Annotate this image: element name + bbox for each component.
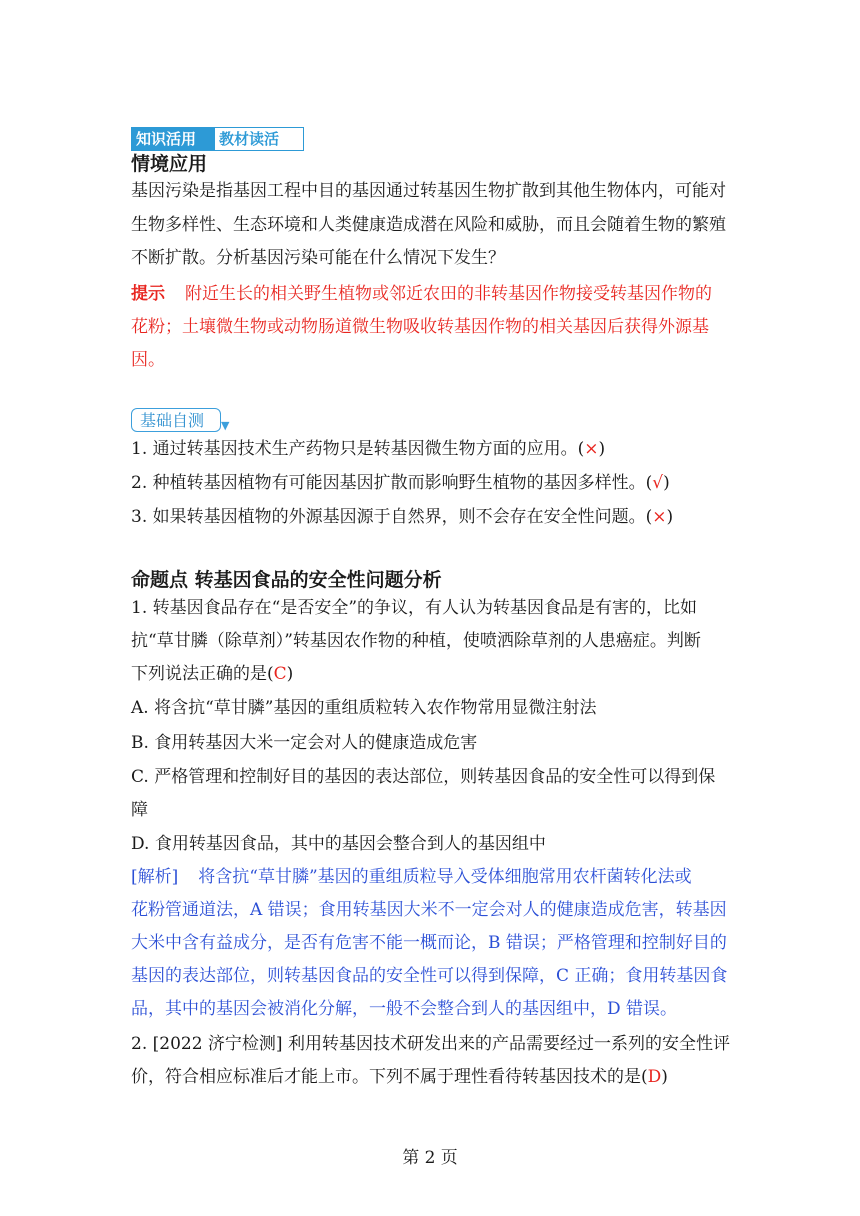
analysis-line: 花粉管通道法，A 错误；食用转基因大米不一定会对人的健康造成危害，转基因: [131, 900, 727, 920]
self-test-item: [131, 438, 605, 460]
option-c: C. 严格管理和控制好目的基因的表达部位，则转基因食品的安全性可以得到保: [131, 767, 716, 787]
self-test-answer: ×: [652, 507, 667, 527]
analysis-line: [131, 866, 692, 888]
analysis-line: 大米中含有益成分，是否有危害不能一概而论，B 错误；严格管理和控制好目的: [131, 933, 727, 953]
analysis-line: 基因的表达部位，则转基因食品的安全性可以得到保障，C 正确；食用转基因食: [131, 966, 728, 986]
analysis-text: 将含抗“草甘膦”基因的重组质粒导入受体细胞常用农杆菌转化法或: [198, 867, 692, 887]
question-line: [131, 1066, 668, 1088]
option-c-cont: 障: [131, 800, 148, 820]
analysis-label: [解析]: [131, 867, 179, 887]
chevron-down-icon: ▼: [221, 419, 230, 432]
situation-title: 情境应用: [131, 153, 208, 175]
hint-text: 附近生长的相关野生植物或邻近农田的非转基因作物接受转基因作物的: [185, 284, 712, 304]
self-test-badge: 基础自测: [131, 408, 221, 432]
self-test-question: 2. 种植转基因植物有可能因基因扩散而影响野生植物的基因多样性。(: [131, 473, 653, 493]
topic-title: 命题点 转基因食品的安全性问题分析: [131, 569, 442, 591]
hint-line: 因。: [131, 350, 165, 370]
hint-label: 提示: [131, 284, 165, 304]
self-test-answer: ×: [584, 439, 599, 459]
textbook-badge: 教材读活: [214, 127, 304, 151]
question-line: 2. [2022 济宁检测] 利用转基因技术研发出来的产品需要经过一系列的安全性评: [131, 1034, 730, 1054]
self-test-close: ): [598, 439, 606, 459]
question-line: 抗“草甘膦（除草剂）”转基因农作物的种植，使喷洒除草剂的人患癌症。判断: [131, 631, 701, 651]
question-close: ): [286, 664, 294, 684]
situation-line: 不断扩散。分析基因污染可能在什么情况下发生？: [131, 248, 505, 268]
self-test-question: 1. 通过转基因技术生产药物只是转基因微生物方面的应用。(: [131, 439, 585, 459]
option-a: A. 将含抗“草甘膦”基因的重组质粒转入农作物常用显微注射法: [131, 698, 597, 718]
page-number: 第 2 页: [402, 1148, 458, 1168]
question-close: ): [661, 1067, 668, 1087]
knowledge-badge: 知识活用: [131, 127, 221, 151]
self-test-close: ): [666, 507, 674, 527]
hint-line: 花粉；土壤微生物或动物肠道微生物吸收转基因作物的相关基因后获得外源基: [131, 317, 709, 337]
question-line: 1. 转基因食品存在“是否安全”的争议，有人认为转基因食品是有害的，比如: [131, 598, 698, 618]
question-answer: D: [647, 1067, 662, 1087]
question-line: [131, 663, 293, 685]
self-test-item: [131, 506, 673, 528]
option-d: D. 食用转基因食品，其中的基因会整合到人的基因组中: [131, 834, 546, 854]
question-text: 下列说法正确的是(: [131, 664, 274, 684]
question-answer: C: [273, 664, 287, 684]
self-test-question: 3. 如果转基因植物的外源基因源于自然界，则不会存在安全性问题。(: [131, 507, 653, 527]
situation-line: 基因污染是指基因工程中目的基因通过转基因生物扩散到其他生物体内，可能对: [131, 181, 726, 201]
situation-line: 生物多样性、生态环境和人类健康造成潜在风险和威胁，而且会随着生物的繁殖: [131, 215, 726, 235]
question-text: 价，符合相应标准后才能上市。下列不属于理性看待转基因技术的是(: [131, 1067, 648, 1087]
analysis-line: 品，其中的基因会被消化分解，一般不会整合到人的基因组中，D 错误。: [131, 999, 678, 1019]
self-test-item: [131, 472, 670, 494]
hint-line: [131, 283, 712, 305]
option-b: B. 食用转基因大米一定会对人的健康造成危害: [131, 733, 478, 753]
self-test-answer: √: [652, 473, 664, 493]
self-test-close: ): [663, 473, 670, 493]
